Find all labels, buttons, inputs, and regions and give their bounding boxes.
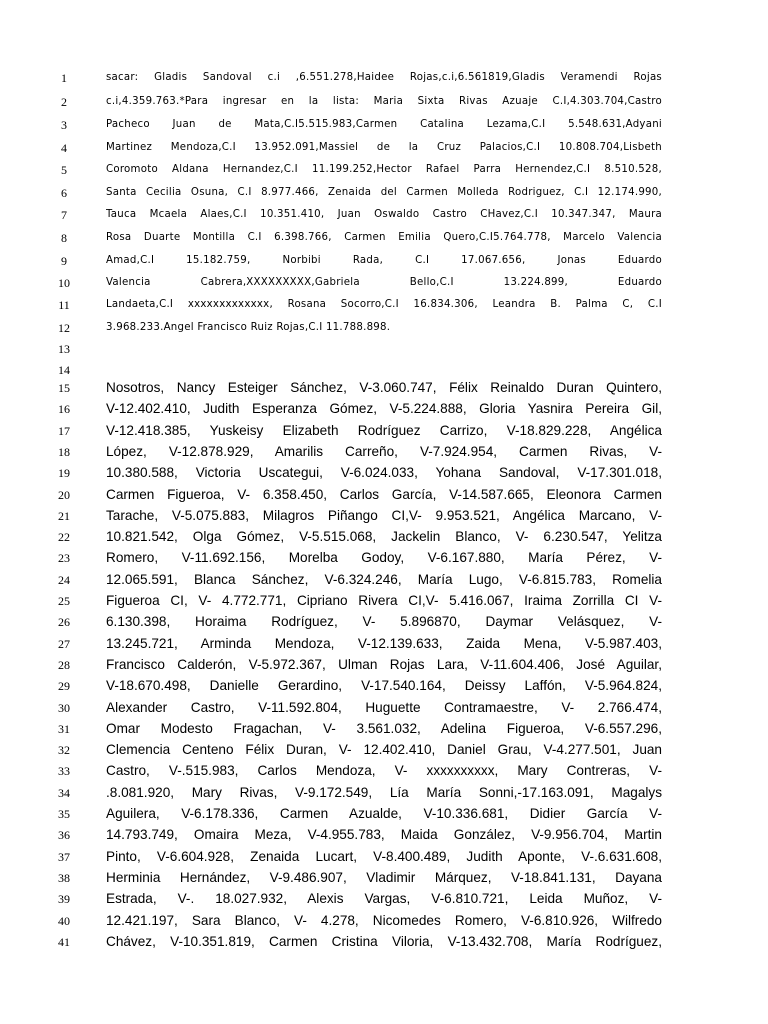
line-number: 27 <box>58 636 70 651</box>
line-text: 14.793.749, Omaira Meza, V-4.955.783, Maida González, V-9.956.704, Martin <box>106 827 662 843</box>
line-number: 26 <box>58 615 70 630</box>
text-line <box>0 505 768 527</box>
line-number: 30 <box>58 700 70 715</box>
text-line <box>0 182 768 204</box>
line-text: Tarache, V-5.075.883, Milagros Piñango CI,V- 9.953.521, Angélica Marcano, V- <box>106 507 662 523</box>
line-number: 22 <box>58 530 70 545</box>
line-text: Nosotros, Nancy Esteiger Sánchez, V-3.060.747, Félix Reinaldo Duran Quintero, <box>106 380 662 395</box>
line-number: 10 <box>58 276 70 290</box>
text-line <box>0 91 768 113</box>
text-line <box>0 739 768 761</box>
text-line <box>0 803 768 825</box>
line-number: 20 <box>58 487 70 502</box>
text-line <box>0 338 768 360</box>
text-line <box>0 590 768 612</box>
text-line <box>0 782 768 804</box>
line-text: López, V-12.878.929, Amarilis Carreño, V-7.924.954, Carmen Rivas, V- <box>106 443 662 459</box>
line-number: 21 <box>58 508 70 523</box>
line-text: Rosa Duarte Montilla C.I 6.398.766, Carmen Emilia Quero,C.I5.764.778, Marcelo Valencia <box>106 232 662 243</box>
text-line <box>0 526 768 548</box>
line-number: 41 <box>58 934 70 949</box>
text-line <box>0 294 768 316</box>
line-text: Clemencia Centeno Félix Duran, V- 12.402.410, Daniel Grau, V-4.277.501, Juan <box>106 742 662 758</box>
text-line <box>0 611 768 633</box>
text-line <box>0 441 768 463</box>
line-number: 12 <box>58 321 70 335</box>
line-number: 14 <box>58 363 70 377</box>
line-text: Herminia Hernández, V-9.486.907, Vladimir Márquez, V-18.841.131, Dayana <box>106 869 662 885</box>
text-line <box>0 888 768 910</box>
line-text: Romero, V-11.692.156, Morelba Godoy, V-6.167.880, María Pérez, V- <box>106 550 662 566</box>
line-text: 12.065.591, Blanca Sánchez, V-6.324.246, María Lugo, V-6.815.783, Romelia <box>106 571 662 587</box>
line-text: Omar Modesto Fragachan, V- 3.561.032, Adelina Figueroa, V-6.557.296, <box>106 720 662 736</box>
text-line <box>0 377 768 399</box>
line-number: 29 <box>58 679 70 694</box>
text-line <box>0 569 768 591</box>
line-number: 33 <box>58 764 70 779</box>
line-number: 19 <box>58 466 70 481</box>
line-number: 24 <box>58 572 70 587</box>
text-line <box>0 484 768 506</box>
line-number: 8 <box>61 231 67 245</box>
line-text: 10.821.542, Olga Gómez, V-5.515.068, Jackelin Blanco, V- 6.230.547, Yelitza <box>106 529 662 545</box>
line-text: 10.380.588, Victoria Uscategui, V-6.024.033, Yohana Sandoval, V-17.301.018, <box>106 465 662 481</box>
text-line <box>0 159 768 181</box>
line-number: 9 <box>61 254 67 268</box>
text-line <box>0 317 768 339</box>
line-number: 16 <box>58 402 70 417</box>
line-number: 37 <box>58 849 70 864</box>
line-text: Pinto, V-6.604.928, Zenaida Lucart, V-8.400.489, Judith Aponte, V-.6.631.608, <box>106 848 662 864</box>
line-number: 18 <box>58 444 70 459</box>
line-number: 3 <box>61 118 67 132</box>
line-text: c.i,4.359.763.*Para ingresar en la lista: Maria Sixta Rivas Azuaje C.I,4.303.704,Castro <box>106 96 662 107</box>
text-line <box>0 910 768 932</box>
line-number: 17 <box>58 423 70 438</box>
line-number: 35 <box>58 807 70 821</box>
line-number: 7 <box>61 208 67 222</box>
text-line <box>0 204 768 226</box>
line-text: V-18.670.498, Danielle Gerardino, V-17.540.164, Deissy Laffón, V-5.964.824, <box>106 678 662 694</box>
line-number: 13 <box>58 342 70 356</box>
text-line <box>0 398 768 420</box>
line-text: Tauca Mcaela Alaes,C.I 10.351.410, Juan Oswaldo Castro CHavez,C.I 10.347.347, Maura <box>106 209 662 220</box>
text-line <box>0 547 768 569</box>
text-line <box>0 760 768 782</box>
line-number: 32 <box>58 743 70 758</box>
line-number: 36 <box>58 828 70 843</box>
line-text: Alexander Castro, V-11.592.804, Huguette Contramaestre, V- 2.766.474, <box>106 699 662 715</box>
line-number: 34 <box>58 785 70 800</box>
line-text: 6.130.398, Horaima Rodríguez, V- 5.896870, Daymar Velásquez, V- <box>106 614 662 630</box>
line-number: 39 <box>58 892 70 907</box>
line-number: 5 <box>61 163 67 177</box>
line-text: .8.081.920, Mary Rivas, V-9.172.549, Lía María Sonni,-17.163.091, Magalys <box>106 784 662 800</box>
line-number: 23 <box>58 551 70 566</box>
text-line <box>0 675 768 697</box>
line-text: Aguilera, V-6.178.336, Carmen Azualde, V-10.336.681, Didier García V- <box>106 806 662 821</box>
line-text: 13.245.721, Arminda Mendoza, V-12.139.633, Zaida Mena, V-5.987.403, <box>106 635 662 651</box>
text-line <box>0 227 768 249</box>
text-line <box>0 114 768 136</box>
line-text: Pacheco Juan de Mata,C.I5.515.983,Carmen Catalina Lezama,C.I 5.548.631,Adyani <box>106 119 662 130</box>
line-number: 2 <box>61 95 67 109</box>
text-line <box>0 250 768 272</box>
line-number: 28 <box>58 657 70 672</box>
line-number: 1 <box>61 71 67 85</box>
line-text: V-12.402.410, Judith Esperanza Gómez, V-5.224.888, Gloria Yasnira Pereira Gil, <box>106 401 662 417</box>
line-number: 15 <box>58 381 70 395</box>
line-number: 31 <box>58 721 70 736</box>
line-text: Estrada, V-. 18.027.932, Alexis Vargas, V-6.810.721, Leida Muñoz, V- <box>106 891 662 907</box>
text-line <box>0 420 768 442</box>
text-line <box>0 633 768 655</box>
text-line <box>0 67 768 89</box>
line-text: 3.968.233.Angel Francisco Ruiz Rojas,C.I 11.788.898. <box>106 322 391 333</box>
line-text: Amad,C.I 15.182.759, Norbibi Rada, C.I 17.067.656, Jonas Eduardo <box>106 255 662 266</box>
line-text: Coromoto Aldana Hernandez,C.I 11.199.252,Hector Rafael Parra Hernendez,C.I 8.510.528, <box>106 164 662 175</box>
line-number: 11 <box>58 298 70 312</box>
line-text: 12.421.197, Sara Blanco, V- 4.278, Nicomedes Romero, V-6.810.926, Wilfredo <box>106 912 662 928</box>
line-text: V-12.418.385, Yuskeisy Elizabeth Rodríguez Carrizo, V-18.829.228, Angélica <box>106 422 662 438</box>
line-text: Landaeta,C.I xxxxxxxxxxxxx, Rosana Socorro,C.I 16.834.306, Leandra B. Palma C, C.I <box>106 299 662 310</box>
text-line <box>0 654 768 676</box>
line-number: 40 <box>58 913 70 928</box>
text-line <box>0 718 768 740</box>
text-line <box>0 137 768 159</box>
line-text: Chávez, V-10.351.819, Carmen Cristina Viloria, V-13.432.708, María Rodríguez, <box>106 933 662 949</box>
text-line <box>0 697 768 719</box>
line-number: 38 <box>58 870 70 885</box>
text-line <box>0 931 768 953</box>
text-line <box>0 462 768 484</box>
line-number: 6 <box>61 186 67 200</box>
text-line <box>0 272 768 294</box>
line-number: 25 <box>58 594 70 608</box>
line-text: Figueroa CI, V- 4.772.771, Cipriano Rivera CI,V- 5.416.067, Iraima Zorrilla CI V- <box>106 593 662 608</box>
line-text: sacar: Gladis Sandoval c.i ,6.551.278,Haidee Rojas,c.i,6.561819,Gladis Veramendi Rojas <box>106 72 662 83</box>
line-text: Santa Cecilia Osuna, C.I 8.977.466, Zenaida del Carmen Molleda Rodriguez, C.I 12.174.990, <box>106 187 662 198</box>
line-text: Martinez Mendoza,C.I 13.952.091,Massiel de la Cruz Palacios,C.I 10.808.704,Lisbeth <box>106 142 662 153</box>
text-line <box>0 824 768 846</box>
line-text: Castro, V-.515.983, Carlos Mendoza, V- xxxxxxxxxx, Mary Contreras, V- <box>106 763 662 779</box>
line-number: 4 <box>61 141 67 155</box>
line-text: Carmen Figueroa, V- 6.358.450, Carlos García, V-14.587.665, Eleonora Carmen <box>106 486 662 502</box>
text-line <box>0 846 768 868</box>
text-line <box>0 867 768 889</box>
line-text: Valencia Cabrera,XXXXXXXXX,Gabriela Bello,C.I 13.224.899, Eduardo <box>106 277 662 288</box>
line-text: Francisco Calderón, V-5.972.367, Ulman Rojas Lara, V-11.604.406, José Aguilar, <box>106 656 662 672</box>
